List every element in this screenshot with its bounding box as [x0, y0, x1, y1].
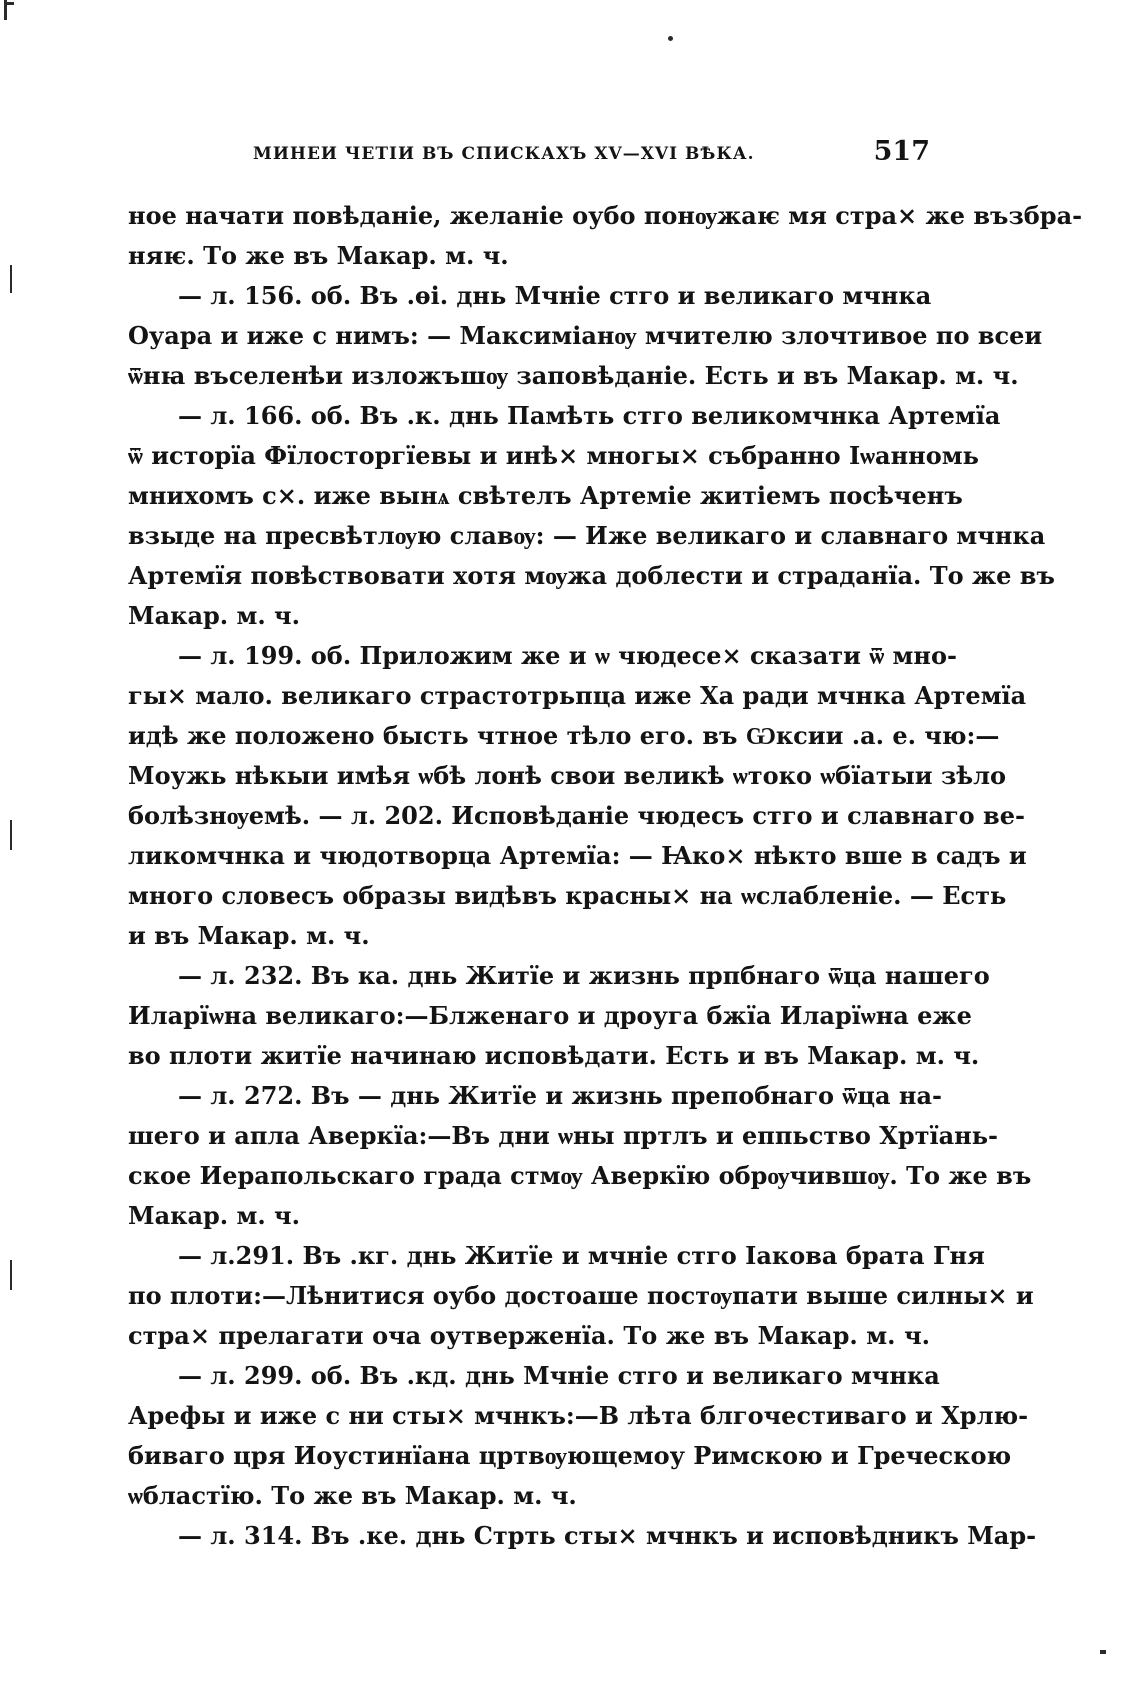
text-line: — л. 314. Въ .ке. днь Стрть сты× мчнкъ и исповѣдникъ Мар-	[178, 1521, 1037, 1550]
body-text	[128, 196, 1083, 1556]
text-line: ѡбластїю. То же въ Макар. м. ч.	[128, 1481, 577, 1510]
text-line: Оуара и иже с нимъ: — Максиміанѹ мчителю злочтивое по всеи	[128, 321, 1043, 350]
text-line: — л. 272. Въ — днь Житїе и жизнь препобнаго ѿца на-	[178, 1081, 942, 1110]
text-line: болѣзнѹемѣ. — л. 202. Исповѣданіе чюдесъ стго и славнаго ве-	[128, 801, 1025, 830]
text-line: взыде на пресвѣтлѹю славѹ: — Иже великаго и славнаго мчнка	[128, 521, 1046, 550]
text-line: ѿнꙗ въселенѣи изложъшѹ заповѣданіе. Есть и въ Макар. м. ч.	[128, 361, 1019, 390]
text-line: — л.291. Въ .кг. днь Житїе и мчніе стго Іакова брата Гня	[178, 1241, 985, 1270]
text-line: биваго цря Иоустинїана цртвѹющемоу Римскою и Греческою	[128, 1441, 1012, 1470]
text-line: Артемїя повѣствовати хотя мѹжа доблести и страданїа. То же въ	[128, 561, 1055, 590]
text-line: няѥ. То же въ Макар. м. ч.	[128, 241, 509, 270]
text-line: идѣ же положено бысть чтное тѣло его. въ Ѡксии .а. е. чю:—	[128, 721, 1000, 750]
text-line: — л. 156. об. Въ .ѳі. днь Мчніе стго и великаго мчнка	[178, 281, 932, 310]
text-line: мнихомъ с×. иже вынѧ свѣтелъ Артеміе житіемъ посѣченъ	[128, 481, 963, 510]
text-line: — л. 299. об. Въ .кд. днь Мчніе стго и великаго мчнка	[178, 1361, 940, 1390]
text-line: — л. 166. об. Въ .к. днь Памѣть стго великомчнка Артемїа	[178, 401, 1001, 430]
page-header	[135, 136, 930, 176]
text-line: Макар. м. ч.	[128, 1201, 300, 1230]
text-line: — л. 232. Въ ка. днь Житїе и жизнь прпбнаго ѿца нашего	[178, 961, 990, 990]
text-line: стра× прелагати оча оутверженїа. То же въ Макар. м. ч.	[128, 1321, 930, 1350]
text-line: ное начати повѣданіе, желаніе оубо понѹжаѥ мя стра× же възбра-	[128, 201, 1083, 230]
text-line: и въ Макар. м. ч.	[128, 921, 370, 950]
page-number: 517	[873, 136, 930, 167]
text-line: Иларїѡна великаго:—Блженаго и дроуга бжїа Иларїѡна еже	[128, 1001, 972, 1030]
margin-rule	[10, 820, 12, 850]
margin-speck	[1100, 1650, 1106, 1654]
text-line: по плоти:—Лѣнитися оубо достоаше постѹпати выше силны× и	[128, 1281, 1034, 1310]
text-line: Арефы и иже с ни сты× мчнкъ:—В лѣта блгочестиваго и Хрлю-	[128, 1401, 1029, 1430]
margin-speck	[668, 36, 673, 41]
text-line: шего и апла Аверкїа:—Въ дни ѡны пртлъ и еппьство Хртїань-	[128, 1121, 998, 1150]
text-line: — л. 199. об. Приложим же и ѡ чюдесе× сказати ѿ мно-	[178, 641, 957, 670]
text-line: много словесъ образы видѣвъ красны× на ѡслабленіе. — Есть	[128, 881, 1007, 910]
text-line: ское Иерапольскаго града стмѹ Аверкїю обрѹчившѹ. То же въ	[128, 1161, 1032, 1190]
text-line: ѿ исторїа Фїлосторгїевы и инѣ× многы× събранно Іѡанномь	[128, 441, 979, 470]
text-line: Моужь нѣкыи имѣя ѡбѣ лонѣ свои великѣ ѡтоко ѡбїатыи зѣло	[128, 761, 1007, 790]
text-line: во плоти житїе начинаю исповѣдати. Есть и въ Макар. м. ч.	[128, 1041, 980, 1070]
running-title: МИНЕИ ЧЕТІИ ВЪ СПИСКАХЪ XV—XVI ВѢКА.	[253, 144, 755, 164]
text-line: Макар. м. ч.	[128, 601, 300, 630]
corner-mark-tick	[4, 2, 14, 5]
margin-rule	[10, 1260, 12, 1290]
text-line: гы× мало. великаго страстотрьпца иже Ха ради мчнка Артемїа	[128, 681, 1027, 710]
margin-rule	[10, 265, 12, 293]
text-line: ликомчнка и чюдотворца Артемїа: — Ꙗко× нѣкто вше в садъ и	[128, 841, 1027, 870]
